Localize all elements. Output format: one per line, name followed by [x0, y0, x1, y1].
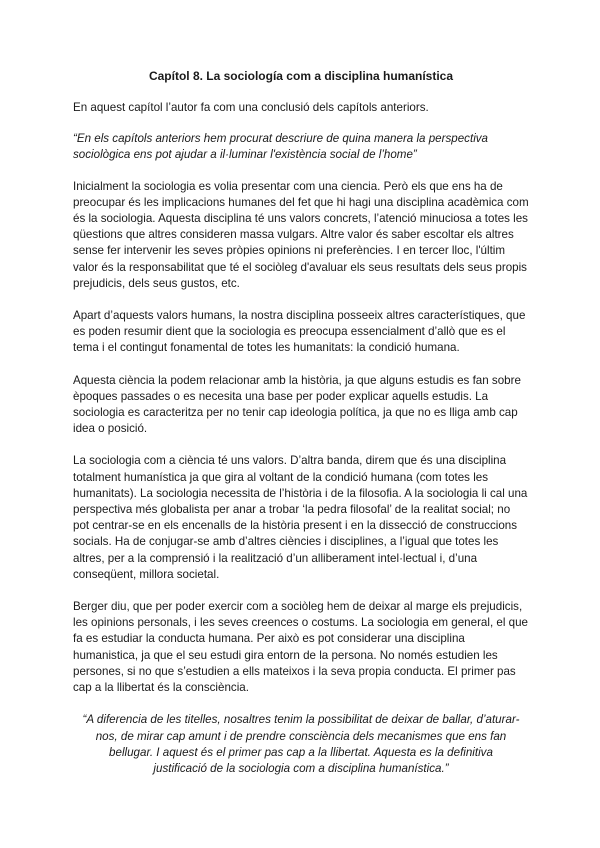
- chapter-title: Capítol 8. La sociología com a disciplina humanística: [148, 69, 454, 83]
- body-paragraph-3: Aquesta ciència la podem relacionar amb la història, ja que alguns estudis es fan sobre èpoques passades o es necesita una base per poder explicar aquells estudis. La sociologia es caracteritza per no tenir cap ideologia política, ja que no es lliga amb cap idea o posició.: [73, 373, 521, 436]
- intro-paragraph: En aquest capítol l’autor fa com una conclusió dels capítols anteriors.: [73, 101, 429, 114]
- opening-quote: “En els capítols anteriors hem procurat descriure de quina manera la perspectiva sociològica ens pot ajudar a il·luminar l'existència social de l’home”: [73, 132, 489, 162]
- body-paragraph-2: Apart d’aquests valors humans, la nostra disciplina posseeix altres característiques, que es poden resumir dient que la sociologia es preocupa essencialment d’allò que es el tema i el contingut fonamental de totes les humanitats: la condició humana.: [73, 309, 526, 355]
- body-paragraph-5: Berger diu, que per poder exercir com a sociòleg hem de deixar al marge els prejudicis, les opinions personals, i les seves creences o costums. La sociologia em general, el que fa es estudiar la conducta humana. Per això es pot considerar una disciplina humanistica, ja que el seu estudi gira entorn de la persona. No només estudien les persones, si no que s’estudien a ells mateixos i la seva propia conducta. El primer pas cap a la llibertat és la consciència.: [73, 600, 528, 695]
- body-paragraph-4: La sociologia com a ciència té uns valors. D’altra banda, direm que és una disciplina totalment humanística ja que gira al voltant de la condició humana (com totes les humanitats). La sociologia necessita de l’història i de la filosofia. A la sociologia li cal una perspectiva més globalista per anar a trobar ‘la pedra filosofal’ de la realitat social; no pot centrar-se en els encenalls de la història present i en la dissecció de construccions socials. Ha de conjugar-se amb d’altres ciències i disciplines, a l’igual que totes les altres, per a la comprensió i la realització d’un alliberament intel·lectual i, d’una conseqüent, millora societal.: [73, 454, 528, 581]
- body-paragraph-1: Inicialment la sociologia es volia presentar com una ciencia. Però els que ens ha de preocupar és les implicacions humanes del fet que hi hagi una disciplina acadèmica com és la sociologia. Aquesta disciplina té uns valors concrets, l’atenció minuciosa a totes les qüestions que altres consideren massa vulgars. Altre valor és saber escoltar els altres sense fer intervenir les seves pròpies opinions ni preferències. I en tercer lloc, l'últim valor és la responsabilitat que té el sociòleg d'avaluar els seus resultats dels seus propis prejudicis, dels seus gustos, etc.: [73, 179, 529, 290]
- document-page: [73, 68, 529, 777]
- closing-quote: “A diferencia de les titelles, nosaltres tenim la possibilitat de deixar de ballar, d’aturar-nos, de mirar cap amunt i de prendre consciència dels mecanismes que ens fan bellugar. I aquest és el primer pas cap a la llibertat. Aquesta es la definitiva justificació de la sociologia com a disciplina humanística.”: [82, 713, 520, 775]
